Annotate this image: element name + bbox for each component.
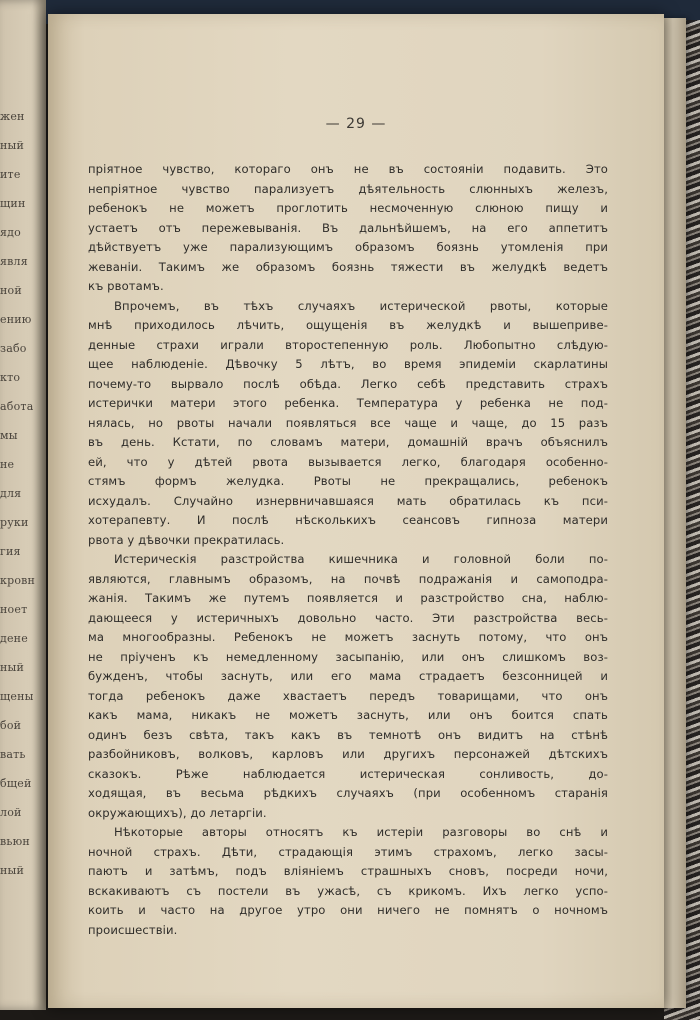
text-line: ходящая, въ весьма рѣдкихъ случаяхъ (при особенномъ старанія (88, 786, 608, 800)
left-page-fragment: вьюн (0, 835, 30, 848)
paragraph (88, 160, 608, 297)
text-line: ма многообразны. Ребенокъ не можетъ заснуть потому, что онъ (88, 630, 608, 644)
text-line: жеваніи. Такимъ же образомъ боязнь тяжести въ желудкѣ ведетъ (88, 259, 608, 274)
text-line: щее наблюденіе. Дѣвочку 5 лѣтъ, во время эпидеміи скарлатины (88, 357, 608, 371)
left-page-fragment: ению (0, 313, 32, 326)
text-line: пріятное чувство, котораго онъ не въ состояніи подавить. Это (88, 162, 608, 176)
text-line: ребенокъ не можетъ проглотить несмоченную слюною пищу и (88, 201, 608, 215)
left-page-fragment: щин (0, 197, 26, 210)
left-page-fragment: ите (0, 168, 21, 181)
text-line: мнѣ приходилось лѣчить, ощущенія въ желудкѣ и вышеприве- (88, 318, 608, 332)
text-line: исхудалъ. Случайно изнервничавшаяся мать обратилась къ пси- (88, 493, 608, 508)
page-edge (664, 18, 686, 1008)
left-page-fragment: забо (0, 342, 27, 355)
left-page-fragment: ной (0, 284, 22, 297)
left-page-fragment: дене (0, 632, 28, 645)
text-line: происшествіи. (88, 922, 178, 937)
left-page-fragment: не (0, 458, 15, 471)
text-line: Истерическія разстройства кишечника и головной боли по- (114, 552, 608, 566)
text-line: Впрочемъ, въ тѣхъ случаяхъ истерической рвоты, которые (114, 298, 608, 313)
left-page-fragment: для (0, 487, 22, 500)
text-line: рвота у дѣвочки прекратилась. (88, 532, 285, 547)
left-page-fragment: мы (0, 429, 18, 442)
text-line: дѣйствуетъ уже парализующимъ образомъ боязнь утомленія при (88, 240, 608, 254)
text-line: какъ мама, никакъ не можетъ заснуть, или онъ боится спать (88, 708, 608, 722)
left-page-fragment: абота (0, 400, 34, 413)
left-page-fragment: ный (0, 661, 25, 674)
text-line: къ рвотамъ. (88, 279, 164, 293)
text-line: непріятное чувство парализуетъ дѣятельность слюнныхъ железъ, (88, 181, 608, 196)
left-page-fragment: кто (0, 371, 21, 384)
left-page-fragment: вать (0, 748, 26, 761)
text-line: разбойниковъ, волковъ, карловъ или другихъ персонажей дѣтскихъ (88, 747, 608, 761)
text-line: паютъ и затѣмъ, подъ вліяніемъ страшныхъ сновъ, посреди ночи, (88, 864, 608, 878)
text-line: истерички матери этого ребенка. Температура у ребенка не под- (88, 396, 608, 410)
text-line: почему-то вырвало послѣ обѣда. Легко себѣ представить страхъ (88, 376, 608, 391)
text-line: не пріученъ къ немедленному засыпанію, или онъ слишкомъ воз- (88, 649, 608, 664)
text-line: одинъ безъ свѣта, такъ какъ въ темнотѣ онъ видитъ на стѣнѣ (88, 727, 608, 742)
text-line: хотерапевту. И послѣ нѣсколькихъ сеансовъ гипноза матери (88, 513, 608, 527)
paragraph (88, 823, 608, 940)
text-line: тогда ребенокъ даже хвастаетъ передъ товарищами, что онъ (88, 688, 608, 703)
book-page (48, 14, 664, 1008)
left-page-fragment: ноет (0, 603, 28, 616)
text-line: ночной страхъ. Дѣти, страдающія этимъ страхомъ, легко засы- (88, 844, 608, 859)
left-page-fragment: бой (0, 719, 22, 732)
text-line: сказокъ. Рѣже наблюдается истерическая сонливость, до- (88, 766, 608, 781)
left-page-fragment: ядо (0, 226, 21, 239)
left-page-fragment: кровн (0, 574, 36, 587)
left-page-fragment: бщей (0, 777, 32, 790)
left-page-fragment: щены (0, 690, 34, 703)
paragraph (88, 550, 608, 823)
left-page-fragment: явля (0, 255, 28, 268)
text-line: Нѣкоторые авторы относятъ къ истеріи разговоры во снѣ и (114, 825, 608, 839)
text-line: ей, что у дѣтей рвота вызывается легко, благодаря особенно- (88, 454, 608, 469)
left-page-fragment: руки (0, 516, 29, 529)
page-number: — 29 — (325, 116, 387, 132)
text-line: нялась, но рвоты начали появляться все чаще и чаще, до 15 разъ (88, 415, 608, 430)
left-page-fragment: ный (0, 864, 25, 877)
left-page-fragment: жен (0, 110, 25, 123)
text-line: являются, главнымъ образомъ, на почвѣ подражанія и самоподра- (88, 571, 608, 586)
text-line: коить и часто на другое утро они ничего не помнятъ о ночномъ (88, 903, 608, 917)
text-line: въ день. Кстати, по словамъ матери, домашній врачъ объяснилъ (88, 435, 608, 449)
text-line: стямъ формъ желудка. Рвоты не прекращались, ребенокъ (88, 474, 608, 488)
left-facing-page (0, 0, 46, 1010)
page-text (88, 160, 608, 940)
text-line: устаетъ отъ пережевыванія. Въ дальнѣйшемъ, на его аппетитъ (88, 220, 608, 235)
left-page-fragment: гия (0, 545, 21, 558)
text-line: жанія. Такимъ же путемъ появляется и разстройство сна, наблю- (88, 591, 608, 605)
text-line: вскакиваютъ съ постели въ ужасѣ, съ крикомъ. Ихъ легко успо- (88, 883, 608, 898)
left-page-fragment: ный (0, 139, 25, 152)
text-line: бужденъ, чтобы заснуть, или его мама страдаетъ безсонницей и (88, 669, 608, 683)
left-page-fragment: лой (0, 806, 22, 819)
text-line: денные страхи играли второстепенную роль. Любопытно слѣдую- (88, 337, 608, 352)
text-line: окружающихъ), до летаргіи. (88, 805, 267, 820)
paragraph (88, 297, 608, 551)
text-line: дающееся у истеричныхъ довольно часто. Эти разстройства весь- (88, 610, 608, 625)
